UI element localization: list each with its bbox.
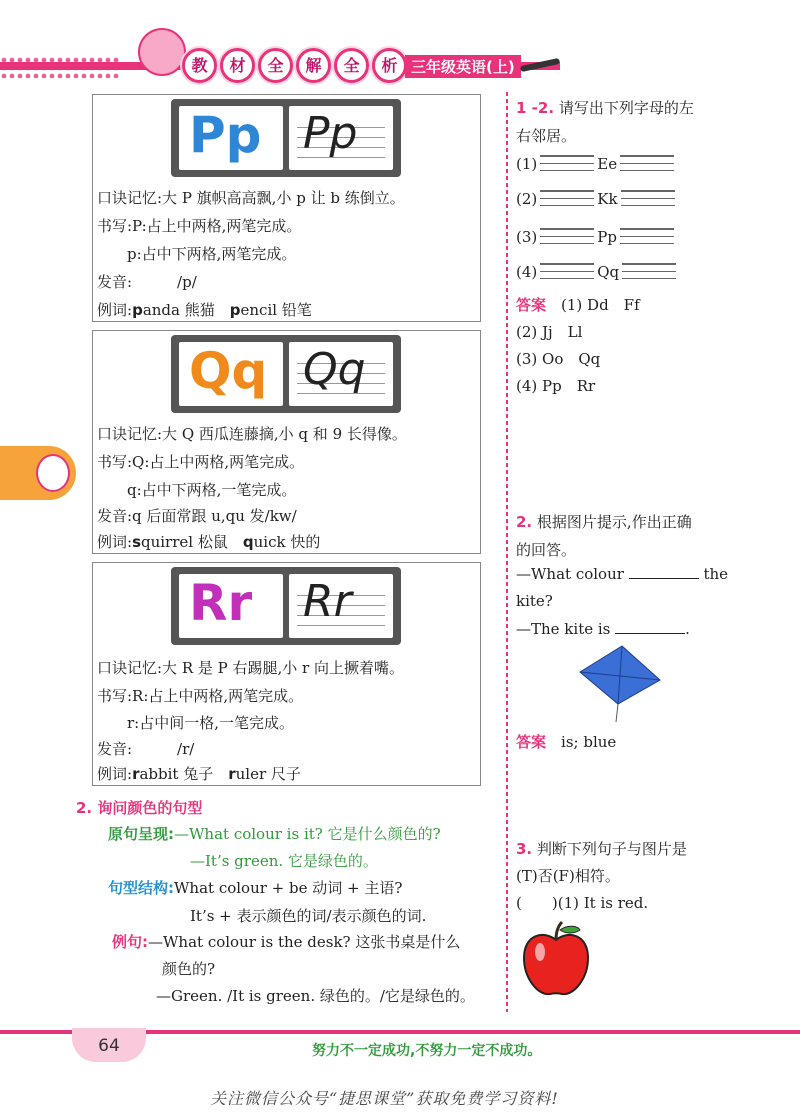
letter-image-frame: [171, 335, 401, 413]
question-3: 3. 判断下列句子与图片是: [516, 840, 687, 858]
writing-line: p:占中下两格,两笔完成。: [97, 245, 297, 263]
question-3-item: ( )(1) It is red.: [516, 894, 649, 912]
original-sentence-2: —It’s green. 它是绿色的。: [190, 852, 378, 870]
neighbor-item: (3) Pp: [516, 227, 677, 249]
answer-1-line: (2) Jj Ll: [516, 323, 583, 341]
apple-image: [520, 920, 592, 998]
question-2-line: kite?: [516, 592, 553, 610]
mascot-face-icon: [36, 454, 70, 492]
title-char: 材: [220, 48, 255, 83]
neighbor-item: (1) Ee: [516, 154, 677, 176]
neighbor-item: (2) Kk: [516, 189, 678, 211]
answer-1-line: (4) Pp Rr: [516, 377, 596, 395]
watermark-text: 关注微信公众号“捷思课堂”获取免费学习资料!: [210, 1089, 559, 1108]
rhyme-line: 口诀记忆:大 R 是 P 右踢腿,小 r 向上撅着嘴。: [97, 659, 404, 677]
cartoon-letter: Qq: [189, 342, 268, 400]
title-char: 解: [296, 48, 331, 83]
title-char: 全: [258, 48, 293, 83]
writing-line: 书写:P:占上中两格,两笔完成。: [97, 217, 302, 235]
example-words: 例词:squirrel 松鼠 quick 快的: [97, 533, 321, 551]
answer-1: 答案 (1) Dd Ff: [516, 296, 640, 314]
title-char: 全: [334, 48, 369, 83]
cartoon-letter: Rr: [189, 574, 253, 632]
column-divider: [506, 92, 508, 1012]
title-char: 教: [182, 48, 217, 83]
question-1-2: 1 -2. 请写出下列字母的左: [516, 99, 694, 117]
letter-box-q: [92, 330, 481, 554]
question-2-line: —The kite is .: [516, 620, 690, 638]
letter-image-frame: [171, 567, 401, 645]
question-2: 2. 根据图片提示,作出正确: [516, 513, 692, 531]
answer-1-line: (3) Oo Qq: [516, 350, 601, 368]
title-char: 析: [372, 48, 407, 83]
script-letter: Pp: [303, 108, 358, 159]
rhyme-line: 口诀记忆:大 Q 西瓜连藤摘,小 q 和 9 长得像。: [97, 425, 407, 443]
example-sentence-2: 颜色的?: [162, 960, 216, 978]
sentence-structure-2: It’s + 表示颜色的词/表示颜色的词.: [190, 907, 427, 925]
script-letter: Rr: [303, 576, 352, 627]
section-heading: 2. 询问颜色的句型: [76, 799, 203, 817]
book-title: [182, 48, 407, 83]
original-sentence: 原句呈现:—What colour is it? 它是什么颜色的?: [108, 825, 441, 843]
page-number: 64: [72, 1028, 146, 1062]
sentence-structure: 句型结构:What colour + be 动词 + 主语?: [108, 879, 403, 897]
pronunciation-line: 发音:q 后面常跟 u,qu 发/kw/: [97, 507, 297, 525]
pronunciation-line: 发音: /r/: [97, 740, 195, 758]
writing-line: q:占中下两格,一笔完成。: [97, 481, 297, 499]
writing-line: 书写:R:占上中两格,两笔完成。: [97, 687, 304, 705]
grade-label: 三年级英语(上): [405, 55, 521, 78]
example-sentence: 例句:—What colour is the desk? 这张书桌是什么: [112, 933, 461, 951]
question-2-cont: 的回答。: [516, 541, 577, 559]
question-2-line: —What colour the: [516, 565, 729, 583]
example-words: 例词:rabbit 兔子 ruler 尺子: [97, 765, 301, 783]
example-words: 例词:panda 熊猫 pencil 铅笔: [97, 301, 312, 319]
letter-image-frame: [171, 99, 401, 177]
writing-line: r:占中间一格,一笔完成。: [97, 714, 294, 732]
footer-motto: 努力不一定成功,不努力一定不成功。: [312, 1043, 542, 1059]
chapter-side-tab: [0, 446, 76, 500]
pronunciation-line: 发音: /p/: [97, 273, 197, 291]
letter-box-r: [92, 562, 481, 786]
question-1-2-cont: 右邻居。: [516, 127, 577, 145]
neighbor-item: (4) Qq: [516, 262, 679, 284]
writing-line: 书写:Q:占上中两格,两笔完成。: [97, 453, 305, 471]
cartoon-letter: Pp: [189, 106, 262, 164]
mascot-icon: [138, 28, 186, 76]
script-letter: Qq: [303, 344, 366, 395]
example-sentence-3: —Green. /It is green. 绿色的。/它是绿色的。: [156, 987, 475, 1005]
rhyme-line: 口诀记忆:大 P 旗帜高高飘,小 p 让 b 练倒立。: [97, 189, 405, 207]
letter-box-p: [92, 94, 481, 322]
kite-image: [578, 644, 662, 722]
question-3-cont: (T)否(F)相符。: [516, 867, 620, 885]
answer-2: 答案 is; blue: [516, 733, 617, 751]
